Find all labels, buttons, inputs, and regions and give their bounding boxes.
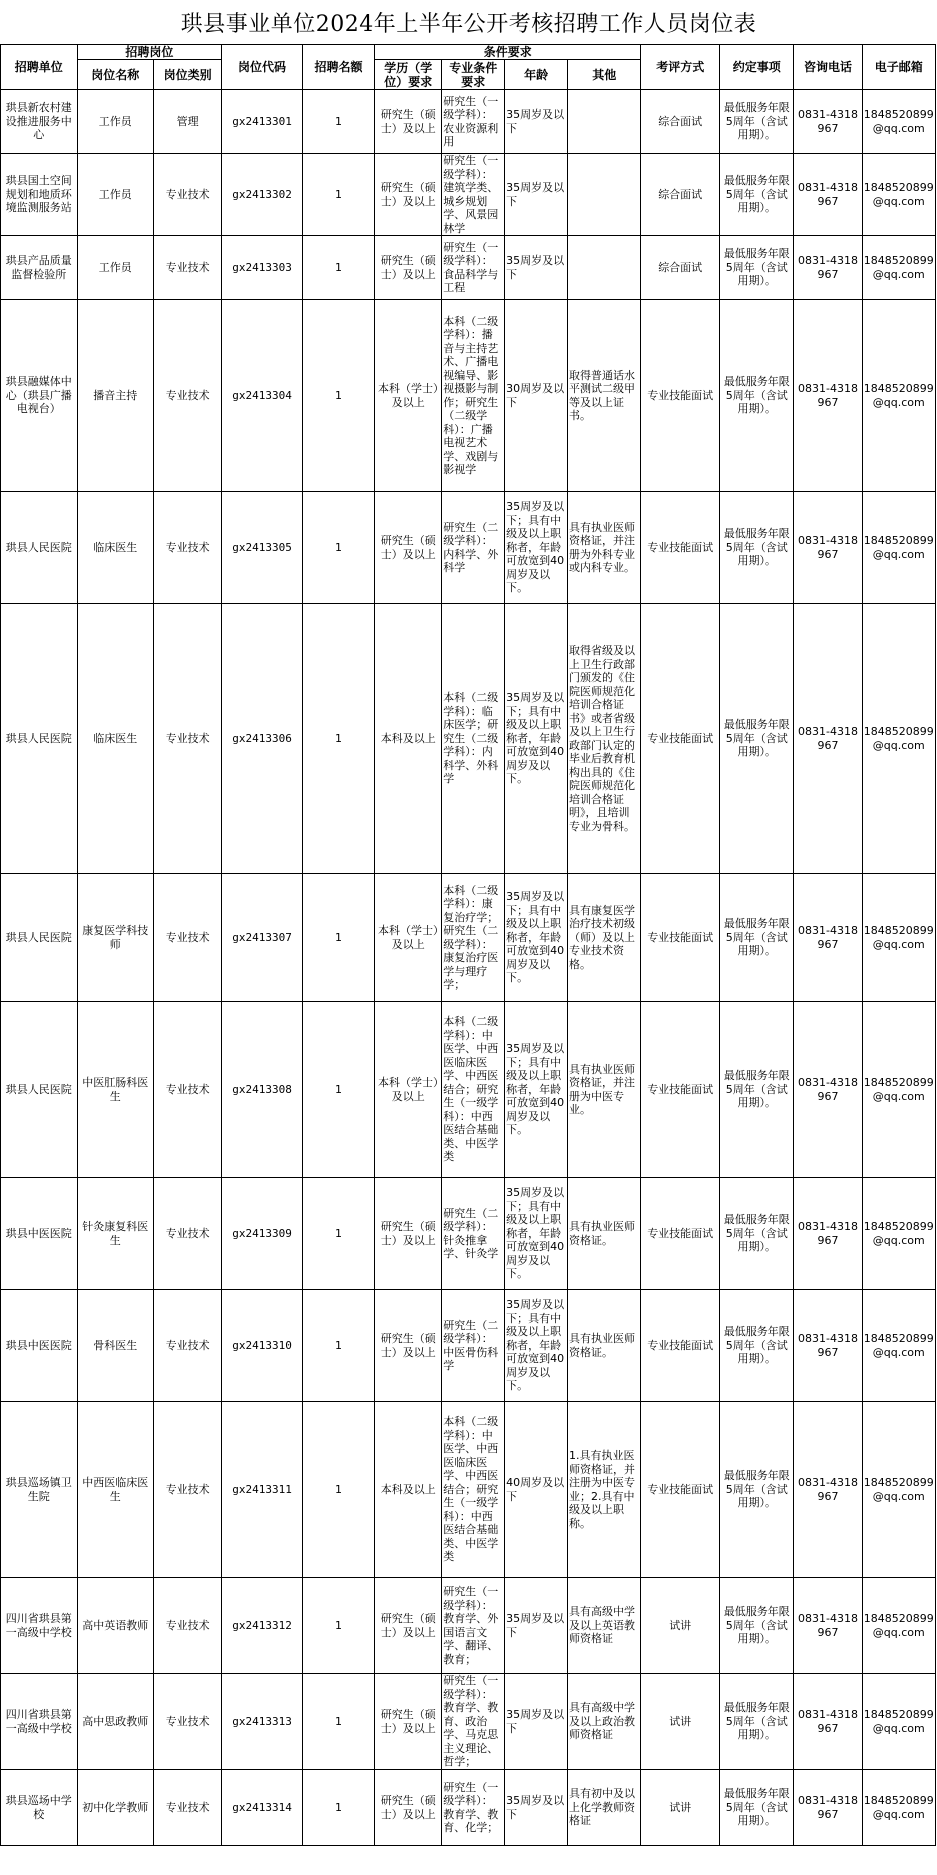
agreement-cell: 最低服务年限5周年（含试用期）。: [720, 90, 794, 154]
education-cell: 研究生（硕士）及以上: [375, 90, 442, 154]
major-cell: 研究生（一级学科）：教育学、教育、化学；: [442, 1770, 505, 1846]
count-cell: 1: [302, 1674, 374, 1770]
agreement-cell: 最低服务年限5周年（含试用期）。: [720, 1770, 794, 1846]
count-cell: 1: [302, 236, 374, 300]
position-name-cell: 康复医学科技师: [77, 874, 154, 1002]
code-cell: gx2413310: [222, 1290, 303, 1402]
table-row: [1, 874, 936, 1002]
count-cell: 1: [302, 604, 374, 874]
email-cell: 1848520899@qq.com: [862, 1178, 935, 1290]
position-type-cell: 专业技术: [154, 1674, 222, 1770]
page-title: 珙县事业单位2024年上半年公开考核招聘工作人员岗位表: [180, 12, 757, 37]
code-cell: gx2413306: [222, 604, 303, 874]
agreement-cell: 最低服务年限5周年（含试用期）。: [720, 236, 794, 300]
other-cell: 取得普通话水平测试二级甲等及以上证书。: [568, 300, 641, 492]
header-position-name: 岗位名称: [77, 60, 154, 90]
age-cell: 35周岁及以下；具有中级及以上职称者，年龄可放宽到40周岁及以下。: [505, 874, 568, 1002]
other-cell: 具有高级中学及以上英语教师资格证: [568, 1578, 641, 1674]
agreement-cell: 最低服务年限5周年（含试用期）。: [720, 604, 794, 874]
phone-cell: 0831-4318967: [794, 604, 862, 874]
table-row: [1, 492, 936, 604]
position-name-cell: 工作员: [77, 154, 154, 236]
unit-cell: 珙县人民医院: [1, 1002, 78, 1178]
table-row: [1, 604, 936, 874]
count-cell: 1: [302, 300, 374, 492]
phone-cell: 0831-4318967: [794, 1402, 862, 1578]
count-cell: 1: [302, 1770, 374, 1846]
header-position-type: 岗位类别: [154, 60, 222, 90]
phone-cell: 0831-4318967: [794, 874, 862, 1002]
table-row: [1, 1578, 936, 1674]
position-table: [0, 44, 936, 1846]
age-cell: 35周岁及以下；具有中级及以上职称者，年龄可放宽到40周岁及以下。: [505, 604, 568, 874]
position-type-cell: 专业技术: [154, 1178, 222, 1290]
position-type-cell: 专业技术: [154, 1290, 222, 1402]
education-cell: 研究生（硕士）及以上: [375, 1674, 442, 1770]
position-name-cell: 初中化学教师: [77, 1770, 154, 1846]
major-cell: 研究生（一级学科）：农业资源利用: [442, 90, 505, 154]
age-cell: 35周岁及以下: [505, 1674, 568, 1770]
agreement-cell: 最低服务年限5周年（含试用期）。: [720, 154, 794, 236]
phone-cell: 0831-4318967: [794, 1002, 862, 1178]
assessment-cell: 专业技能面试: [641, 874, 720, 1002]
count-cell: 1: [302, 1402, 374, 1578]
count-cell: 1: [302, 1178, 374, 1290]
email-cell: 1848520899@qq.com: [862, 1402, 935, 1578]
other-cell: 具有初中及以上化学教师资格证: [568, 1770, 641, 1846]
assessment-cell: 试讲: [641, 1770, 720, 1846]
unit-cell: 珙县国土空间规划和地质环境监测服务站: [1, 154, 78, 236]
assessment-cell: 专业技能面试: [641, 1402, 720, 1578]
other-cell: 1.具有执业医师资格证，并注册为中医专业；2.具有中级及以上职称。: [568, 1402, 641, 1578]
table-row: [1, 1674, 936, 1770]
age-cell: 35周岁及以下；具有中级及以上职称者，年龄可放宽到40周岁及以下。: [505, 1178, 568, 1290]
table-row: [1, 1770, 936, 1846]
unit-cell: 四川省珙县第一高级中学校: [1, 1578, 78, 1674]
age-cell: 35周岁及以下；具有中级及以上职称者，年龄可放宽到40周岁及以下。: [505, 492, 568, 604]
code-cell: gx2413305: [222, 492, 303, 604]
position-type-cell: 专业技术: [154, 1578, 222, 1674]
major-cell: 研究生（一级学科）：教育学、教育、政治学、马克思主义理论、哲学；: [442, 1674, 505, 1770]
position-type-cell: 专业技术: [154, 1770, 222, 1846]
table-row: [1, 1402, 936, 1578]
count-cell: 1: [302, 90, 374, 154]
major-cell: 研究生（二级学科）：内科学、外科学: [442, 492, 505, 604]
count-cell: 1: [302, 874, 374, 1002]
phone-cell: 0831-4318967: [794, 1290, 862, 1402]
count-cell: 1: [302, 1578, 374, 1674]
phone-cell: 0831-4318967: [794, 236, 862, 300]
other-cell: [568, 154, 641, 236]
age-cell: 35周岁及以下: [505, 1770, 568, 1846]
age-cell: 35周岁及以下: [505, 1578, 568, 1674]
header-phone: 咨询电话: [794, 45, 862, 90]
agreement-cell: 最低服务年限5周年（含试用期）。: [720, 874, 794, 1002]
other-cell: 具有执业医师资格证。: [568, 1178, 641, 1290]
major-cell: 本科（二级学科）：中医学、中西医临床医学、中西医结合；研究生（一级学科）：中西医结合基础类、中医学类: [442, 1402, 505, 1578]
position-name-cell: 高中思政教师: [77, 1674, 154, 1770]
code-cell: gx2413303: [222, 236, 303, 300]
phone-cell: 0831-4318967: [794, 300, 862, 492]
major-cell: 本科（二级学科）：播音与主持艺术、广播电视编导、影视摄影与制作；研究生（二级学科）：广播电视艺术学、戏剧与影视学: [442, 300, 505, 492]
code-cell: gx2413304: [222, 300, 303, 492]
education-cell: 本科（学士）及以上: [375, 874, 442, 1002]
email-cell: 1848520899@qq.com: [862, 1770, 935, 1846]
unit-cell: 四川省珙县第一高级中学校: [1, 1674, 78, 1770]
assessment-cell: 综合面试: [641, 90, 720, 154]
other-cell: 具有执业医师资格证。: [568, 1290, 641, 1402]
position-type-cell: 专业技术: [154, 1402, 222, 1578]
unit-cell: 珙县人民医院: [1, 874, 78, 1002]
age-cell: 40周岁及以下: [505, 1402, 568, 1578]
table-row: [1, 300, 936, 492]
code-cell: gx2413309: [222, 1178, 303, 1290]
header-unit: 招聘单位: [1, 45, 78, 90]
position-name-cell: 工作员: [77, 236, 154, 300]
assessment-cell: 专业技能面试: [641, 1290, 720, 1402]
email-cell: 1848520899@qq.com: [862, 300, 935, 492]
age-cell: 30周岁及以下: [505, 300, 568, 492]
education-cell: 本科及以上: [375, 604, 442, 874]
phone-cell: 0831-4318967: [794, 492, 862, 604]
education-cell: 研究生（硕士）及以上: [375, 154, 442, 236]
table-row: [1, 90, 936, 154]
agreement-cell: 最低服务年限5周年（含试用期）。: [720, 1578, 794, 1674]
position-type-cell: 专业技术: [154, 1002, 222, 1178]
phone-cell: 0831-4318967: [794, 1674, 862, 1770]
position-name-cell: 工作员: [77, 90, 154, 154]
email-cell: 1848520899@qq.com: [862, 236, 935, 300]
education-cell: 研究生（硕士）及以上: [375, 1290, 442, 1402]
count-cell: 1: [302, 492, 374, 604]
header-major: 专业条件要求: [442, 60, 505, 90]
education-cell: 本科（学士）及以上: [375, 300, 442, 492]
header-count: 招聘名额: [302, 45, 374, 90]
count-cell: 1: [302, 1002, 374, 1178]
major-cell: 研究生（一级学科）：食品科学与工程: [442, 236, 505, 300]
education-cell: 本科及以上: [375, 1402, 442, 1578]
position-type-cell: 专业技术: [154, 874, 222, 1002]
unit-cell: 珙县人民医院: [1, 604, 78, 874]
code-cell: gx2413314: [222, 1770, 303, 1846]
major-cell: 本科（二级学科）：康复治疗学；研究生（二级学科）：康复治疗医学与理疗学；: [442, 874, 505, 1002]
phone-cell: 0831-4318967: [794, 1770, 862, 1846]
age-cell: 35周岁及以下: [505, 236, 568, 300]
unit-cell: 珙县巡场镇卫生院: [1, 1402, 78, 1578]
header-education: 学历（学位）要求: [375, 60, 442, 90]
header-assessment: 考评方式: [641, 45, 720, 90]
assessment-cell: 试讲: [641, 1578, 720, 1674]
other-cell: [568, 90, 641, 154]
phone-cell: 0831-4318967: [794, 1578, 862, 1674]
email-cell: 1848520899@qq.com: [862, 1674, 935, 1770]
assessment-cell: 试讲: [641, 1674, 720, 1770]
table-row: [1, 154, 936, 236]
position-name-cell: 播音主持: [77, 300, 154, 492]
phone-cell: 0831-4318967: [794, 154, 862, 236]
table-row: [1, 1178, 936, 1290]
email-cell: 1848520899@qq.com: [862, 90, 935, 154]
age-cell: 35周岁及以下: [505, 154, 568, 236]
count-cell: 1: [302, 1290, 374, 1402]
position-name-cell: 临床医生: [77, 492, 154, 604]
unit-cell: 珙县中医医院: [1, 1178, 78, 1290]
major-cell: 研究生（一级学科）：教育学、外国语言文学、翻译、教育；: [442, 1578, 505, 1674]
major-cell: 本科（二级学科）：中医学、中西医临床医学、中西医结合；研究生（一级学科）：中西医结合基础类、中医学类: [442, 1002, 505, 1178]
count-cell: 1: [302, 154, 374, 236]
position-type-cell: 专业技术: [154, 300, 222, 492]
code-cell: gx2413311: [222, 1402, 303, 1578]
major-cell: 研究生（二级学科）：中医骨伤科学: [442, 1290, 505, 1402]
agreement-cell: 最低服务年限5周年（含试用期）。: [720, 1290, 794, 1402]
assessment-cell: 综合面试: [641, 154, 720, 236]
agreement-cell: 最低服务年限5周年（含试用期）。: [720, 1674, 794, 1770]
position-name-cell: 中西医临床医生: [77, 1402, 154, 1578]
other-cell: 取得省级及以上卫生行政部门颁发的《住院医师规范化培训合格证书》或者省级及以上卫生行政部门认定的毕业后教育机构出具的《住院医师规范化培训合格证明》，且培训专业为骨科。: [568, 604, 641, 874]
position-type-cell: 专业技术: [154, 604, 222, 874]
position-type-cell: 专业技术: [154, 492, 222, 604]
header-email: 电子邮箱: [862, 45, 935, 90]
agreement-cell: 最低服务年限5周年（含试用期）。: [720, 1002, 794, 1178]
age-cell: 35周岁及以下；具有中级及以上职称者，年龄可放宽到40周岁及以下。: [505, 1002, 568, 1178]
email-cell: 1848520899@qq.com: [862, 492, 935, 604]
unit-cell: 珙县中医医院: [1, 1290, 78, 1402]
education-cell: 本科（学士）及以上: [375, 1002, 442, 1178]
position-type-cell: 专业技术: [154, 154, 222, 236]
unit-cell: 珙县人民医院: [1, 492, 78, 604]
other-cell: [568, 236, 641, 300]
education-cell: 研究生（硕士）及以上: [375, 1178, 442, 1290]
email-cell: 1848520899@qq.com: [862, 1002, 935, 1178]
header-agreement: 约定事项: [720, 45, 794, 90]
code-cell: gx2413312: [222, 1578, 303, 1674]
assessment-cell: 专业技能面试: [641, 492, 720, 604]
assessment-cell: 专业技能面试: [641, 300, 720, 492]
email-cell: 1848520899@qq.com: [862, 1578, 935, 1674]
position-name-cell: 高中英语教师: [77, 1578, 154, 1674]
assessment-cell: 专业技能面试: [641, 1178, 720, 1290]
position-type-cell: 管理: [154, 90, 222, 154]
major-cell: 研究生（二级学科）：针灸推拿学、针灸学: [442, 1178, 505, 1290]
table-row: [1, 236, 936, 300]
email-cell: 1848520899@qq.com: [862, 874, 935, 1002]
code-cell: gx2413307: [222, 874, 303, 1002]
other-cell: 具有执业医师资格证，并注册为中医专业。: [568, 1002, 641, 1178]
other-cell: 具有高级中学及以上政治教师资格证: [568, 1674, 641, 1770]
code-cell: gx2413313: [222, 1674, 303, 1770]
phone-cell: 0831-4318967: [794, 90, 862, 154]
unit-cell: 珙县融媒体中心（珙县广播电视台）: [1, 300, 78, 492]
agreement-cell: 最低服务年限5周年（含试用期）。: [720, 1178, 794, 1290]
header-other: 其他: [568, 60, 641, 90]
table-row: [1, 1290, 936, 1402]
unit-cell: 珙县巡场中学校: [1, 1770, 78, 1846]
header-code: 岗位代码: [222, 45, 303, 90]
assessment-cell: 专业技能面试: [641, 1002, 720, 1178]
education-cell: 研究生（硕士）及以上: [375, 1578, 442, 1674]
major-cell: 本科（二级学科）：临床医学；研究生（二级学科）：内科学、外科学: [442, 604, 505, 874]
education-cell: 研究生（硕士）及以上: [375, 236, 442, 300]
position-name-cell: 针灸康复科医生: [77, 1178, 154, 1290]
header-position-group: 招聘岗位: [77, 45, 222, 60]
email-cell: 1848520899@qq.com: [862, 604, 935, 874]
position-name-cell: 中医肛肠科医生: [77, 1002, 154, 1178]
major-cell: 研究生（一级学科）：建筑学类、城乡规划学、风景园林学: [442, 154, 505, 236]
position-name-cell: 临床医生: [77, 604, 154, 874]
age-cell: 35周岁及以下；具有中级及以上职称者，年龄可放宽到40周岁及以下。: [505, 1290, 568, 1402]
agreement-cell: 最低服务年限5周年（含试用期）。: [720, 492, 794, 604]
header-age: 年龄: [505, 60, 568, 90]
email-cell: 1848520899@qq.com: [862, 1290, 935, 1402]
agreement-cell: 最低服务年限5周年（含试用期）。: [720, 300, 794, 492]
table-row: [1, 1002, 936, 1178]
email-cell: 1848520899@qq.com: [862, 154, 935, 236]
assessment-cell: 专业技能面试: [641, 604, 720, 874]
agreement-cell: 最低服务年限5周年（含试用期）。: [720, 1402, 794, 1578]
position-name-cell: 骨科医生: [77, 1290, 154, 1402]
other-cell: 具有执业医师资格证，并注册为外科专业或内科专业。: [568, 492, 641, 604]
header-conditions-group: 条件要求: [375, 45, 641, 60]
code-cell: gx2413302: [222, 154, 303, 236]
code-cell: gx2413301: [222, 90, 303, 154]
other-cell: 具有康复医学治疗技术初级（师）及以上专业技术资格。: [568, 874, 641, 1002]
age-cell: 35周岁及以下: [505, 90, 568, 154]
phone-cell: 0831-4318967: [794, 1178, 862, 1290]
position-type-cell: 专业技术: [154, 236, 222, 300]
assessment-cell: 综合面试: [641, 236, 720, 300]
education-cell: 研究生（硕士）及以上: [375, 1770, 442, 1846]
unit-cell: 珙县新农村建设推进服务中心: [1, 90, 78, 154]
education-cell: 研究生（硕士）及以上: [375, 492, 442, 604]
unit-cell: 珙县产品质量监督检验所: [1, 236, 78, 300]
code-cell: gx2413308: [222, 1002, 303, 1178]
